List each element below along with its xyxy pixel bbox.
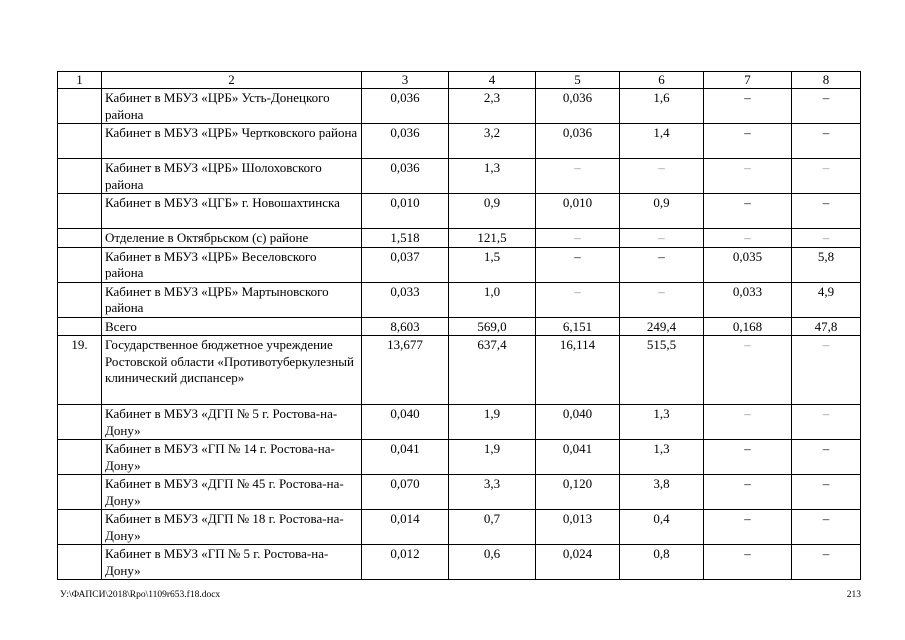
cell-value: 0,040 — [536, 405, 620, 440]
table-row — [58, 336, 861, 405]
cell-value: – — [792, 229, 861, 248]
cell-value: 0,013 — [536, 510, 620, 545]
cell-value: 0,036 — [536, 124, 620, 159]
row-name: Кабинет в МБУЗ «ЦГБ» г. Новошахтинска — [102, 194, 362, 229]
cell-value: 1,0 — [449, 282, 536, 317]
cell-value: 3,3 — [449, 475, 536, 510]
table-header-row — [58, 72, 861, 89]
cell-value: 0,036 — [362, 124, 449, 159]
row-number — [58, 317, 102, 336]
cell-value: – — [704, 336, 792, 405]
cell-value: – — [792, 475, 861, 510]
cell-value: – — [704, 89, 792, 124]
row-name: Кабинет в МБУЗ «ЦРБ» Мартыновского района — [102, 282, 362, 317]
table-row — [58, 475, 861, 510]
cell-value: 0,168 — [704, 317, 792, 336]
row-number — [58, 282, 102, 317]
cell-value: 0,041 — [362, 440, 449, 475]
table-row — [58, 282, 861, 317]
cell-value: – — [704, 229, 792, 248]
column-number-header: 2 — [102, 72, 362, 89]
cell-value: 0,010 — [536, 194, 620, 229]
cell-value: – — [536, 247, 620, 282]
cell-value: – — [620, 229, 704, 248]
cell-value: 0,9 — [620, 194, 704, 229]
cell-value: – — [792, 159, 861, 194]
table-row — [58, 440, 861, 475]
cell-value: 13,677 — [362, 336, 449, 405]
cell-value: – — [792, 336, 861, 405]
footer-file-path: У:\ФАПСИ\2018\Rpo\1109r653.f18.docx — [60, 590, 221, 600]
column-number-header: 5 — [536, 72, 620, 89]
cell-value: 249,4 — [620, 317, 704, 336]
cell-value: – — [704, 124, 792, 159]
cell-value: – — [536, 159, 620, 194]
row-number — [58, 475, 102, 510]
cell-value: 3,8 — [620, 475, 704, 510]
cell-value: – — [620, 159, 704, 194]
cell-value: – — [536, 229, 620, 248]
cell-value: 8,603 — [362, 317, 449, 336]
cell-value: 0,041 — [536, 440, 620, 475]
cell-value: – — [620, 282, 704, 317]
cell-value: 0,033 — [704, 282, 792, 317]
row-number — [58, 405, 102, 440]
row-number — [58, 229, 102, 248]
cell-value: – — [792, 510, 861, 545]
row-name: Кабинет в МБУЗ «ЦРБ» Чертковского района — [102, 124, 362, 159]
cell-value: 0,8 — [620, 545, 704, 580]
cell-value: – — [704, 194, 792, 229]
cell-value: – — [792, 545, 861, 580]
cell-value: 0,024 — [536, 545, 620, 580]
row-name: Кабинет в МБУЗ «ДГП № 45 г. Ростова-на-Дону» — [102, 475, 362, 510]
table-row — [58, 159, 861, 194]
cell-value: 0,9 — [449, 194, 536, 229]
table-row — [58, 317, 861, 336]
row-name: Кабинет в МБУЗ «ГП № 5 г. Ростова-на-Дону» — [102, 545, 362, 580]
cell-value: – — [792, 405, 861, 440]
cell-value: 1,5 — [449, 247, 536, 282]
row-name: Кабинет в МБУЗ «ЦРБ» Шолоховского района — [102, 159, 362, 194]
cell-value: 3,2 — [449, 124, 536, 159]
cell-value: – — [704, 405, 792, 440]
row-number — [58, 194, 102, 229]
cell-value: 0,070 — [362, 475, 449, 510]
table-row — [58, 247, 861, 282]
cell-value: – — [792, 440, 861, 475]
column-number-header: 3 — [362, 72, 449, 89]
cell-value: – — [704, 545, 792, 580]
row-name: Кабинет в МБУЗ «ЦРБ» Усть-Донецкого района — [102, 89, 362, 124]
cell-value: 4,9 — [792, 282, 861, 317]
row-name: Кабинет в МБУЗ «ГП № 14 г. Ростова-на-Дону» — [102, 440, 362, 475]
cell-value: 637,4 — [449, 336, 536, 405]
data-table — [57, 71, 861, 580]
cell-value: 1,9 — [449, 405, 536, 440]
cell-value: – — [704, 159, 792, 194]
row-number — [58, 545, 102, 580]
footer-page-number: 213 — [846, 590, 861, 600]
cell-value: 0,4 — [620, 510, 704, 545]
cell-value: 1,3 — [620, 440, 704, 475]
cell-value: – — [704, 475, 792, 510]
row-name: Кабинет в МБУЗ «ДГП № 18 г. Ростова-на-Дону» — [102, 510, 362, 545]
cell-value: 0,120 — [536, 475, 620, 510]
row-name: Государственное бюджетное учреждение Ростовской области «Противотуберкулезный клинический диспансер» — [102, 336, 362, 405]
cell-value: 0,036 — [362, 89, 449, 124]
cell-value: 47,8 — [792, 317, 861, 336]
cell-value: 5,8 — [792, 247, 861, 282]
column-number-header: 8 — [792, 72, 861, 89]
cell-value: – — [704, 440, 792, 475]
column-number-header: 4 — [449, 72, 536, 89]
cell-value: 1,4 — [620, 124, 704, 159]
cell-value: 1,9 — [449, 440, 536, 475]
cell-value: 0,7 — [449, 510, 536, 545]
cell-value: 6,151 — [536, 317, 620, 336]
cell-value: 1,6 — [620, 89, 704, 124]
cell-value: 1,3 — [449, 159, 536, 194]
cell-value: 1,3 — [620, 405, 704, 440]
row-number — [58, 159, 102, 194]
cell-value: – — [704, 510, 792, 545]
table-row — [58, 405, 861, 440]
table-row — [58, 510, 861, 545]
table-row — [58, 89, 861, 124]
cell-value: 0,040 — [362, 405, 449, 440]
row-number — [58, 440, 102, 475]
cell-value: 515,5 — [620, 336, 704, 405]
cell-value: 0,035 — [704, 247, 792, 282]
row-number — [58, 247, 102, 282]
cell-value: – — [792, 124, 861, 159]
table-row — [58, 229, 861, 248]
cell-value: – — [536, 282, 620, 317]
table-row — [58, 194, 861, 229]
cell-value: 0,012 — [362, 545, 449, 580]
cell-value: – — [792, 194, 861, 229]
cell-value: 0,036 — [536, 89, 620, 124]
column-number-header: 7 — [704, 72, 792, 89]
row-number — [58, 510, 102, 545]
column-number-header: 1 — [58, 72, 102, 89]
cell-value: – — [792, 89, 861, 124]
table-row — [58, 545, 861, 580]
row-name: Всего — [102, 317, 362, 336]
cell-value: – — [620, 247, 704, 282]
row-name: Отделение в Октябрьском (с) районе — [102, 229, 362, 248]
cell-value: 0,6 — [449, 545, 536, 580]
cell-value: 0,010 — [362, 194, 449, 229]
row-number — [58, 124, 102, 159]
row-name: Кабинет в МБУЗ «ДГП № 5 г. Ростова-на-Дону» — [102, 405, 362, 440]
column-number-header: 6 — [620, 72, 704, 89]
cell-value: 2,3 — [449, 89, 536, 124]
row-number — [58, 89, 102, 124]
table-row — [58, 124, 861, 159]
cell-value: 0,037 — [362, 247, 449, 282]
cell-value: 121,5 — [449, 229, 536, 248]
row-number: 19. — [58, 336, 102, 405]
cell-value: 16,114 — [536, 336, 620, 405]
cell-value: 569,0 — [449, 317, 536, 336]
row-name: Кабинет в МБУЗ «ЦРБ» Веселовского района — [102, 247, 362, 282]
cell-value: 1,518 — [362, 229, 449, 248]
cell-value: 0,036 — [362, 159, 449, 194]
cell-value: 0,014 — [362, 510, 449, 545]
cell-value: 0,033 — [362, 282, 449, 317]
